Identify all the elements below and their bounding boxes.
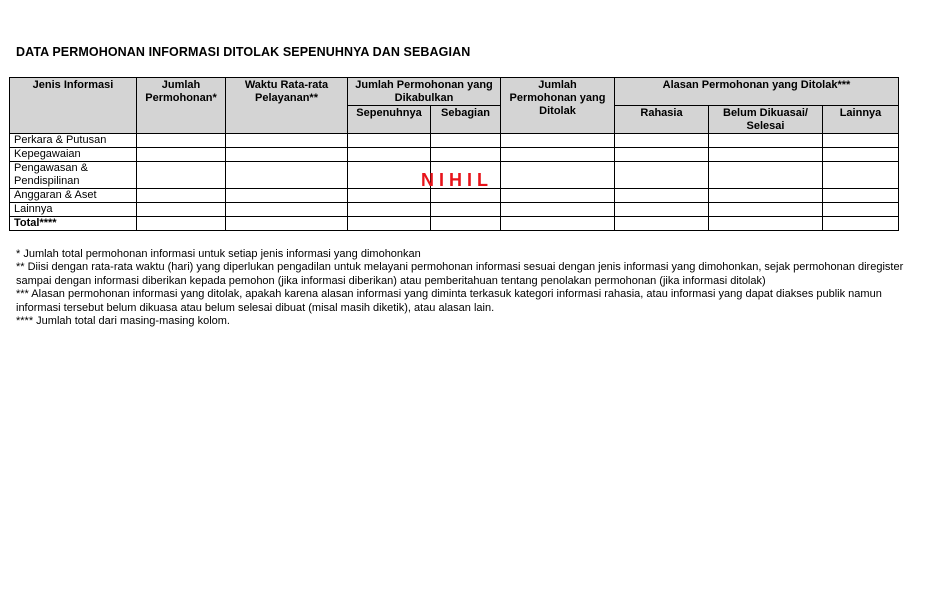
table-cell [348,148,431,162]
data-table [9,77,899,231]
table-cell [226,162,348,189]
table-cell [137,148,226,162]
footnote: * Jumlah total permohonan informasi untuk setiap jenis informasi yang dimohonkan [16,248,421,260]
table-cell [431,217,501,231]
table-row-total [10,217,899,231]
table-cell [226,203,348,217]
table-cell [615,162,709,189]
table-cell [823,203,899,217]
header-lainnya: Lainnya [823,106,899,134]
table-cell [615,217,709,231]
table-row [10,148,899,162]
table-cell [709,148,823,162]
footnote: **** Jumlah total dari masing-masing kolom. [16,315,230,328]
header-jenis-informasi: Jenis Informasi [10,78,137,134]
table-cell [615,148,709,162]
row-label: Kepegawaian [10,148,137,162]
header-jumlah-permohonan: Jumlah Permohonan* [137,78,226,134]
table-cell [137,203,226,217]
header-sepenuhnya: Sepenuhnya [348,106,431,134]
table-cell [615,189,709,203]
table-cell [137,134,226,148]
table-cell [431,203,501,217]
row-label: Anggaran & Aset [10,189,137,203]
row-label: Pengawasan & Pendispilinan [10,162,137,189]
table-cell [226,148,348,162]
row-label: Perkara & Putusan [10,134,137,148]
table-cell [615,134,709,148]
table-cell [431,134,501,148]
page-title: DATA PERMOHONAN INFORMASI DITOLAK SEPENUHNYA DAN SEBAGIAN [16,45,471,59]
table-cell [709,203,823,217]
table-cell [501,148,615,162]
table-cell [137,217,226,231]
table-cell [501,189,615,203]
table-cell [348,189,431,203]
row-label: Lainnya [10,203,137,217]
header-sebagian: Sebagian [431,106,501,134]
table-cell [137,162,226,189]
table-row [10,134,899,148]
header-belum-dikuasai: Belum Dikuasai/ Selesai [709,106,823,134]
table-cell [709,189,823,203]
table-cell [348,217,431,231]
table-cell [709,162,823,189]
table-cell [823,162,899,189]
table-cell [709,134,823,148]
table-cell [226,217,348,231]
header-ditolak: Jumlah Permohonan yang Ditolak [501,78,615,134]
table-row [10,203,899,217]
row-label: Total**** [10,217,137,231]
table-cell [709,217,823,231]
table-cell [226,189,348,203]
footnotes [16,248,921,328]
table-cell [137,189,226,203]
table-cell [823,148,899,162]
table-cell [501,203,615,217]
footnote: ** Diisi dengan rata-rata waktu (hari) yang diperlukan pengadilan untuk melayani permohonan informasi sesuai dengan jenis informasi yang dimohonkan, sejak permohonan diregister sampai dengan informasi diberikan kepada pemohon (jika informasi diberikan) atau pemberitahuan tentang penolakan permohonan (jika informasi ditolak) [16,261,904,287]
nihil-stamp: NIHIL [421,170,493,190]
header-waktu-pelayanan: Waktu Rata-rata Pelayanan** [226,78,348,134]
table-cell [501,134,615,148]
table-cell [501,217,615,231]
header-rahasia: Rahasia [615,106,709,134]
header-dikabulkan: Jumlah Permohonan yang Dikabulkan [348,78,501,106]
footnote: *** Alasan permohonan informasi yang ditolak, apakah karena alasan informasi yang diminta terkasuk kategori informasi rahasia, atau informasi yang dapat diakses publik namun informasi tersebut belum dikuasa atau belum selesai dibuat (misal masih diketik), atau alasan lain. [16,288,882,314]
table-cell [348,162,431,189]
table-cell [431,148,501,162]
table-cell [823,217,899,231]
table-cell [823,189,899,203]
table-cell [348,134,431,148]
table-cell [226,134,348,148]
table-cell [823,134,899,148]
table-cell [501,162,615,189]
table-cell [615,203,709,217]
table-cell [348,203,431,217]
header-alasan: Alasan Permohonan yang Ditolak*** [615,78,899,106]
